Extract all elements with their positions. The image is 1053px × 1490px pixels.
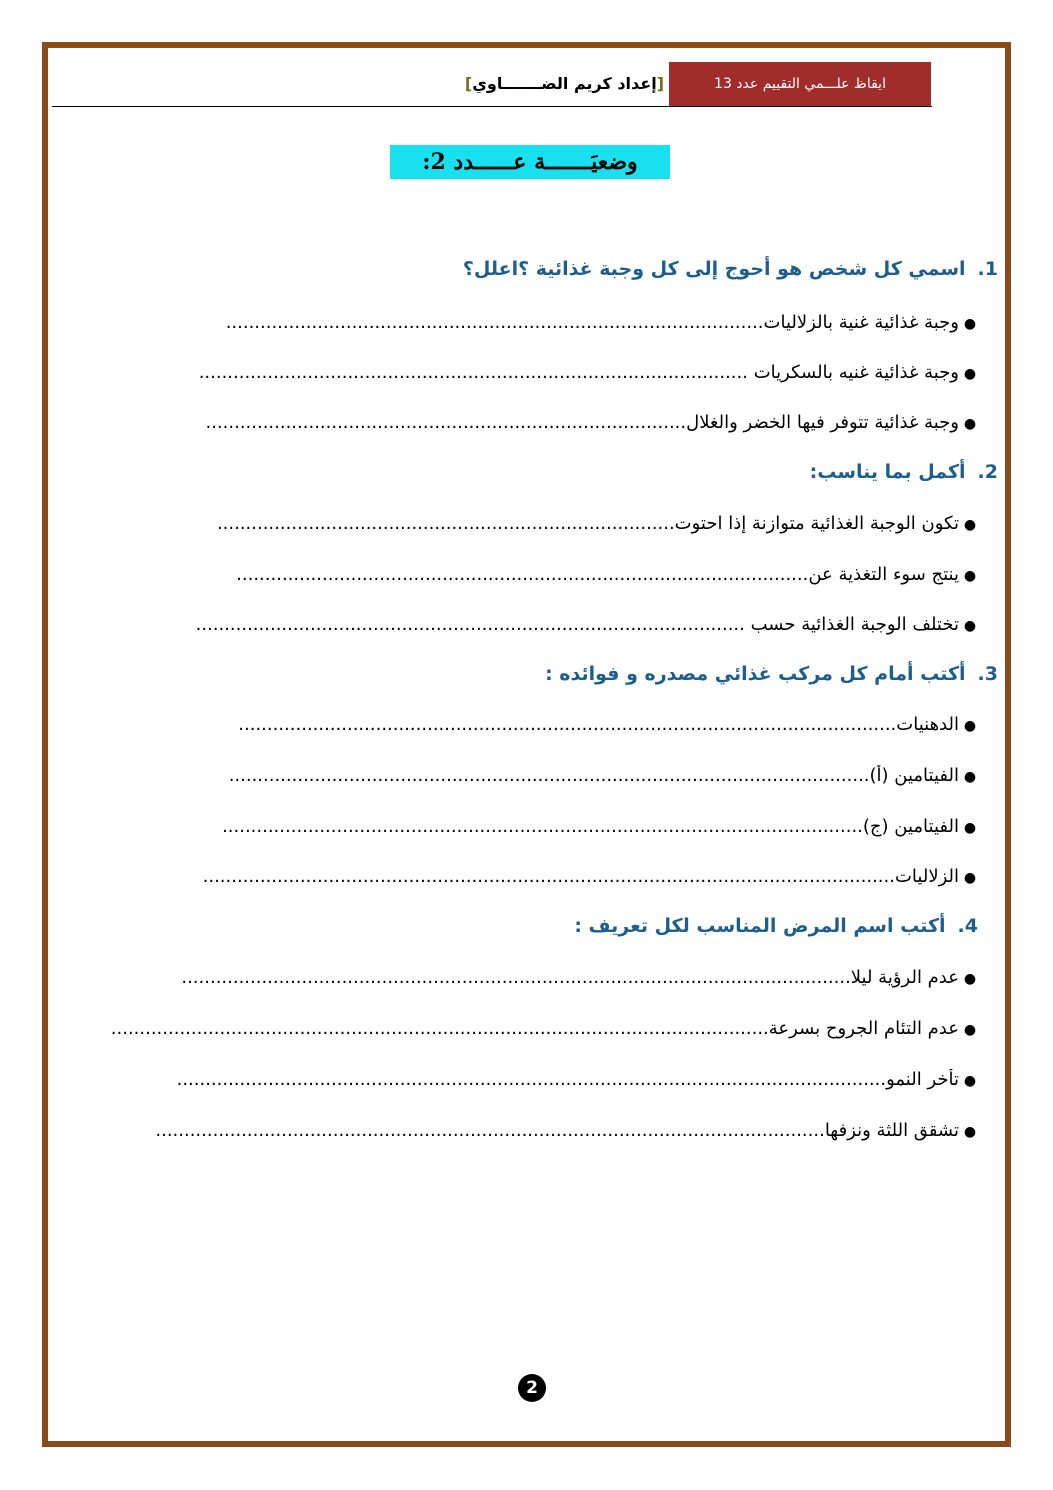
page-number: 2 [518,1374,546,1402]
list-item: ●الدهنيات................................................................................................................... [238,714,977,735]
list-item: ●الزلاليات......................................................................................................................... [202,866,977,887]
list-item: ●تختلف الوجبة الغذائية حسب ................................................................................................ [195,614,977,635]
list-item: ●عدم الرؤية ليلا..................................................................................................................... [181,967,977,988]
list-item: ●الفيتامين (أ)................................................................................................................ [228,765,977,786]
page-border [42,42,1011,1447]
list-item: ●الفيتامين (ج)................................................................................................................ [222,816,977,837]
list-item: ●وجبة غذائية غنية بالزلاليات.............................................................................................. [225,312,977,333]
list-item: ●ينتج سوء التغذية عن.................................................................................................... [236,564,977,585]
list-item: ●عدم التئام الجروح بسرعة................................................................................................................... [110,1018,977,1039]
list-item: ●وجبة غذائية غنيه بالسكريات ................................................................................................ [198,362,977,383]
list-item: ●تكون الوجبة الغذائية متوازنة إذا احتوت................................................................................ [216,513,977,534]
list-item: ●وجبة غذائية تتوفر فيها الخضر والغلال.................................................................................... [205,412,977,433]
question-1: 1.اسمي كل شخص هو أحوج إلى كل وجبة غذائية ؟اعلل؟ [462,258,998,280]
situation-title: وضعيَـــــــة عــــــدد 2: [390,145,670,179]
question-4: 4.أكتب اسم المرض المناسب لكل تعريف : [574,915,978,937]
list-item: ●تشقق اللثة ونزفها..................................................................................................................... [155,1120,977,1141]
author-credit: [إعداد كريم الضـــــــاوي] [464,74,664,93]
list-item: ●تأخر النمو............................................................................................................................ [176,1069,977,1090]
question-3: 3.أكتب أمام كل مركب غذائي مصدره و فوائده : [545,663,998,685]
header-divider [52,106,932,107]
question-2: 2.أكمل بما يناسب: [809,461,998,483]
header-tag: ايقاظ علـــمي التقييم عدد 13 [669,62,931,106]
author-name: إعداد كريم الضـــــــاوي [472,74,657,93]
